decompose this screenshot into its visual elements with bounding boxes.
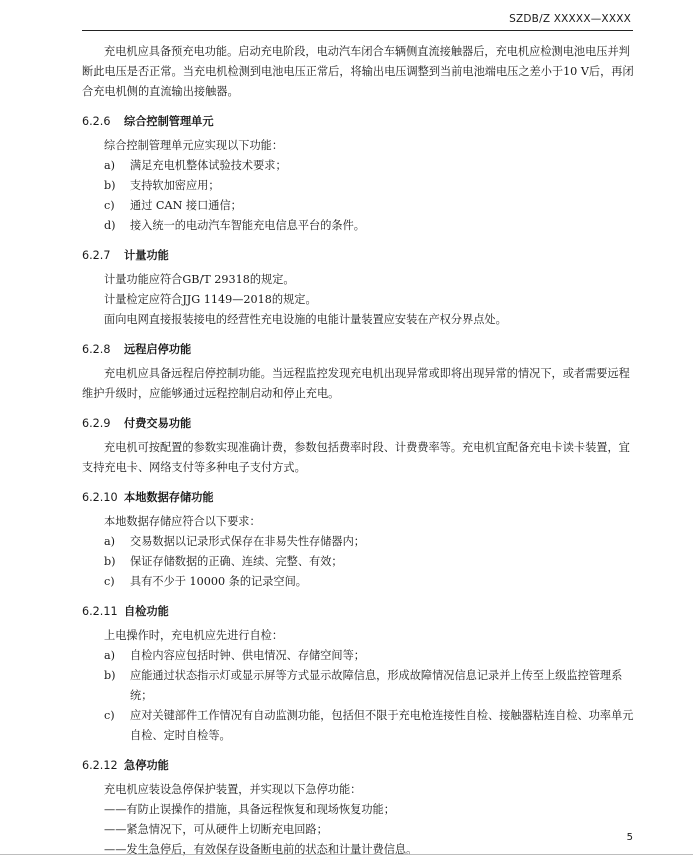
header-divider	[82, 30, 633, 31]
section-title: 本地数据存储功能	[124, 491, 214, 504]
section-lead: 充电机应装设急停保护装置，并实现以下急停功能：	[104, 783, 362, 796]
section-6-2-9-heading	[82, 414, 637, 434]
section-title: 计量功能	[124, 249, 169, 262]
section-lead: 上电操作时，充电机应先进行自检：	[104, 629, 284, 642]
list-item: d) 接入统一的电动汽车智能充电信息平台的条件。	[104, 219, 365, 232]
section-number: 6.2.10	[82, 491, 118, 504]
section-number: 6.2.9	[82, 417, 111, 430]
section-title: 付费交易功能	[124, 417, 192, 430]
list-item: a) 满足充电机整体试验技术要求；	[104, 159, 287, 172]
dash-item: ——发生急停后，有效保存设备断电前的状态和计量计费信息。	[104, 843, 418, 856]
list-item: c) 应对关键部件工作情况有自动监测功能，包括但不限于充电枪连接性自检、接触器粘连自检、功率单元自检、定时自检等。	[104, 709, 634, 742]
document-id: SZDB/Z XXXXX—XXXX	[509, 13, 631, 25]
section-title: 自检功能	[124, 605, 169, 618]
section-6-2-8-heading	[82, 340, 637, 360]
list-item: b) 保证存储数据的正确、连续、完整、有效；	[104, 555, 343, 568]
document-body	[82, 42, 637, 860]
section-6-2-10-heading	[82, 488, 637, 508]
section-title: 综合控制管理单元	[124, 115, 214, 128]
list-item: b) 支持软加密应用；	[104, 179, 220, 192]
page-number: 5	[626, 832, 633, 843]
list-item: c) 具有不少于 10000 条的记录空间。	[104, 575, 307, 588]
section-number: 6.2.12	[82, 759, 118, 772]
section-lead: 本地数据存储应符合以下要求：	[104, 515, 261, 528]
intro-paragraph: 充电机应具备预充电功能。启动充电阶段，电动汽车闭合车辆侧直流接触器后，充电机应检测电池电压并判断此电压是否正常。当充电机检测到电池电压正常后，将输出电压调整到当前电池端电压之差小于10 V后，再闭合充电机侧的直流输出接触器。	[82, 45, 634, 98]
section-number: 6.2.8	[82, 343, 111, 356]
list-item: a) 交易数据以记录形式保存在非易失性存储器内；	[104, 535, 365, 548]
section-lead: 综合控制管理单元应实现以下功能：	[104, 139, 284, 152]
section-number: 6.2.11	[82, 605, 118, 618]
page-bottom-edge	[0, 854, 693, 855]
list-item: a) 自检内容应包括时钟、供电情况、存储空间等；	[104, 649, 365, 662]
section-6-2-6-heading	[82, 112, 637, 132]
section-number: 6.2.7	[82, 249, 111, 262]
section-6-2-11-heading	[82, 602, 637, 622]
section-title: 远程启停功能	[124, 343, 192, 356]
list-item: c) 通过 CAN 接口通信；	[104, 199, 242, 212]
section-paragraph: 充电机可按配置的参数实现准确计费，参数包括费率时段、计费费率等。充电机宜配备充电卡读卡装置，宜支持充电卡、网络支付等多种电子支付方式。	[82, 441, 630, 474]
section-6-2-7-heading	[82, 246, 637, 266]
metering-line: 计量功能应符合GB/T 29318的规定。	[104, 273, 295, 286]
section-number: 6.2.6	[82, 115, 111, 128]
list-item: b) 应能通过状态指示灯或显示屏等方式显示故障信息，形成故障情况信息记录并上传至上级监控管理系统；	[104, 669, 623, 702]
dash-item: ——有防止误操作的措施，具备远程恢复和现场恢复功能；	[104, 803, 395, 816]
section-title: 急停功能	[124, 759, 169, 772]
metering-line: 面向电网直接报装接电的经营性充电设施的电能计量装置应安装在产权分界点处。	[104, 313, 507, 326]
section-6-2-12-heading	[82, 756, 637, 776]
metering-line: 计量检定应符合JJG 1149—2018的规定。	[104, 293, 317, 306]
dash-item: ——紧急情况下，可从硬件上切断充电回路；	[104, 823, 328, 836]
section-paragraph: 充电机应具备远程启停控制功能。当远程监控发现充电机出现异常或即将出现异常的情况下，或者需要远程维护升级时，应能够通过远程控制启动和停止充电。	[82, 367, 630, 400]
